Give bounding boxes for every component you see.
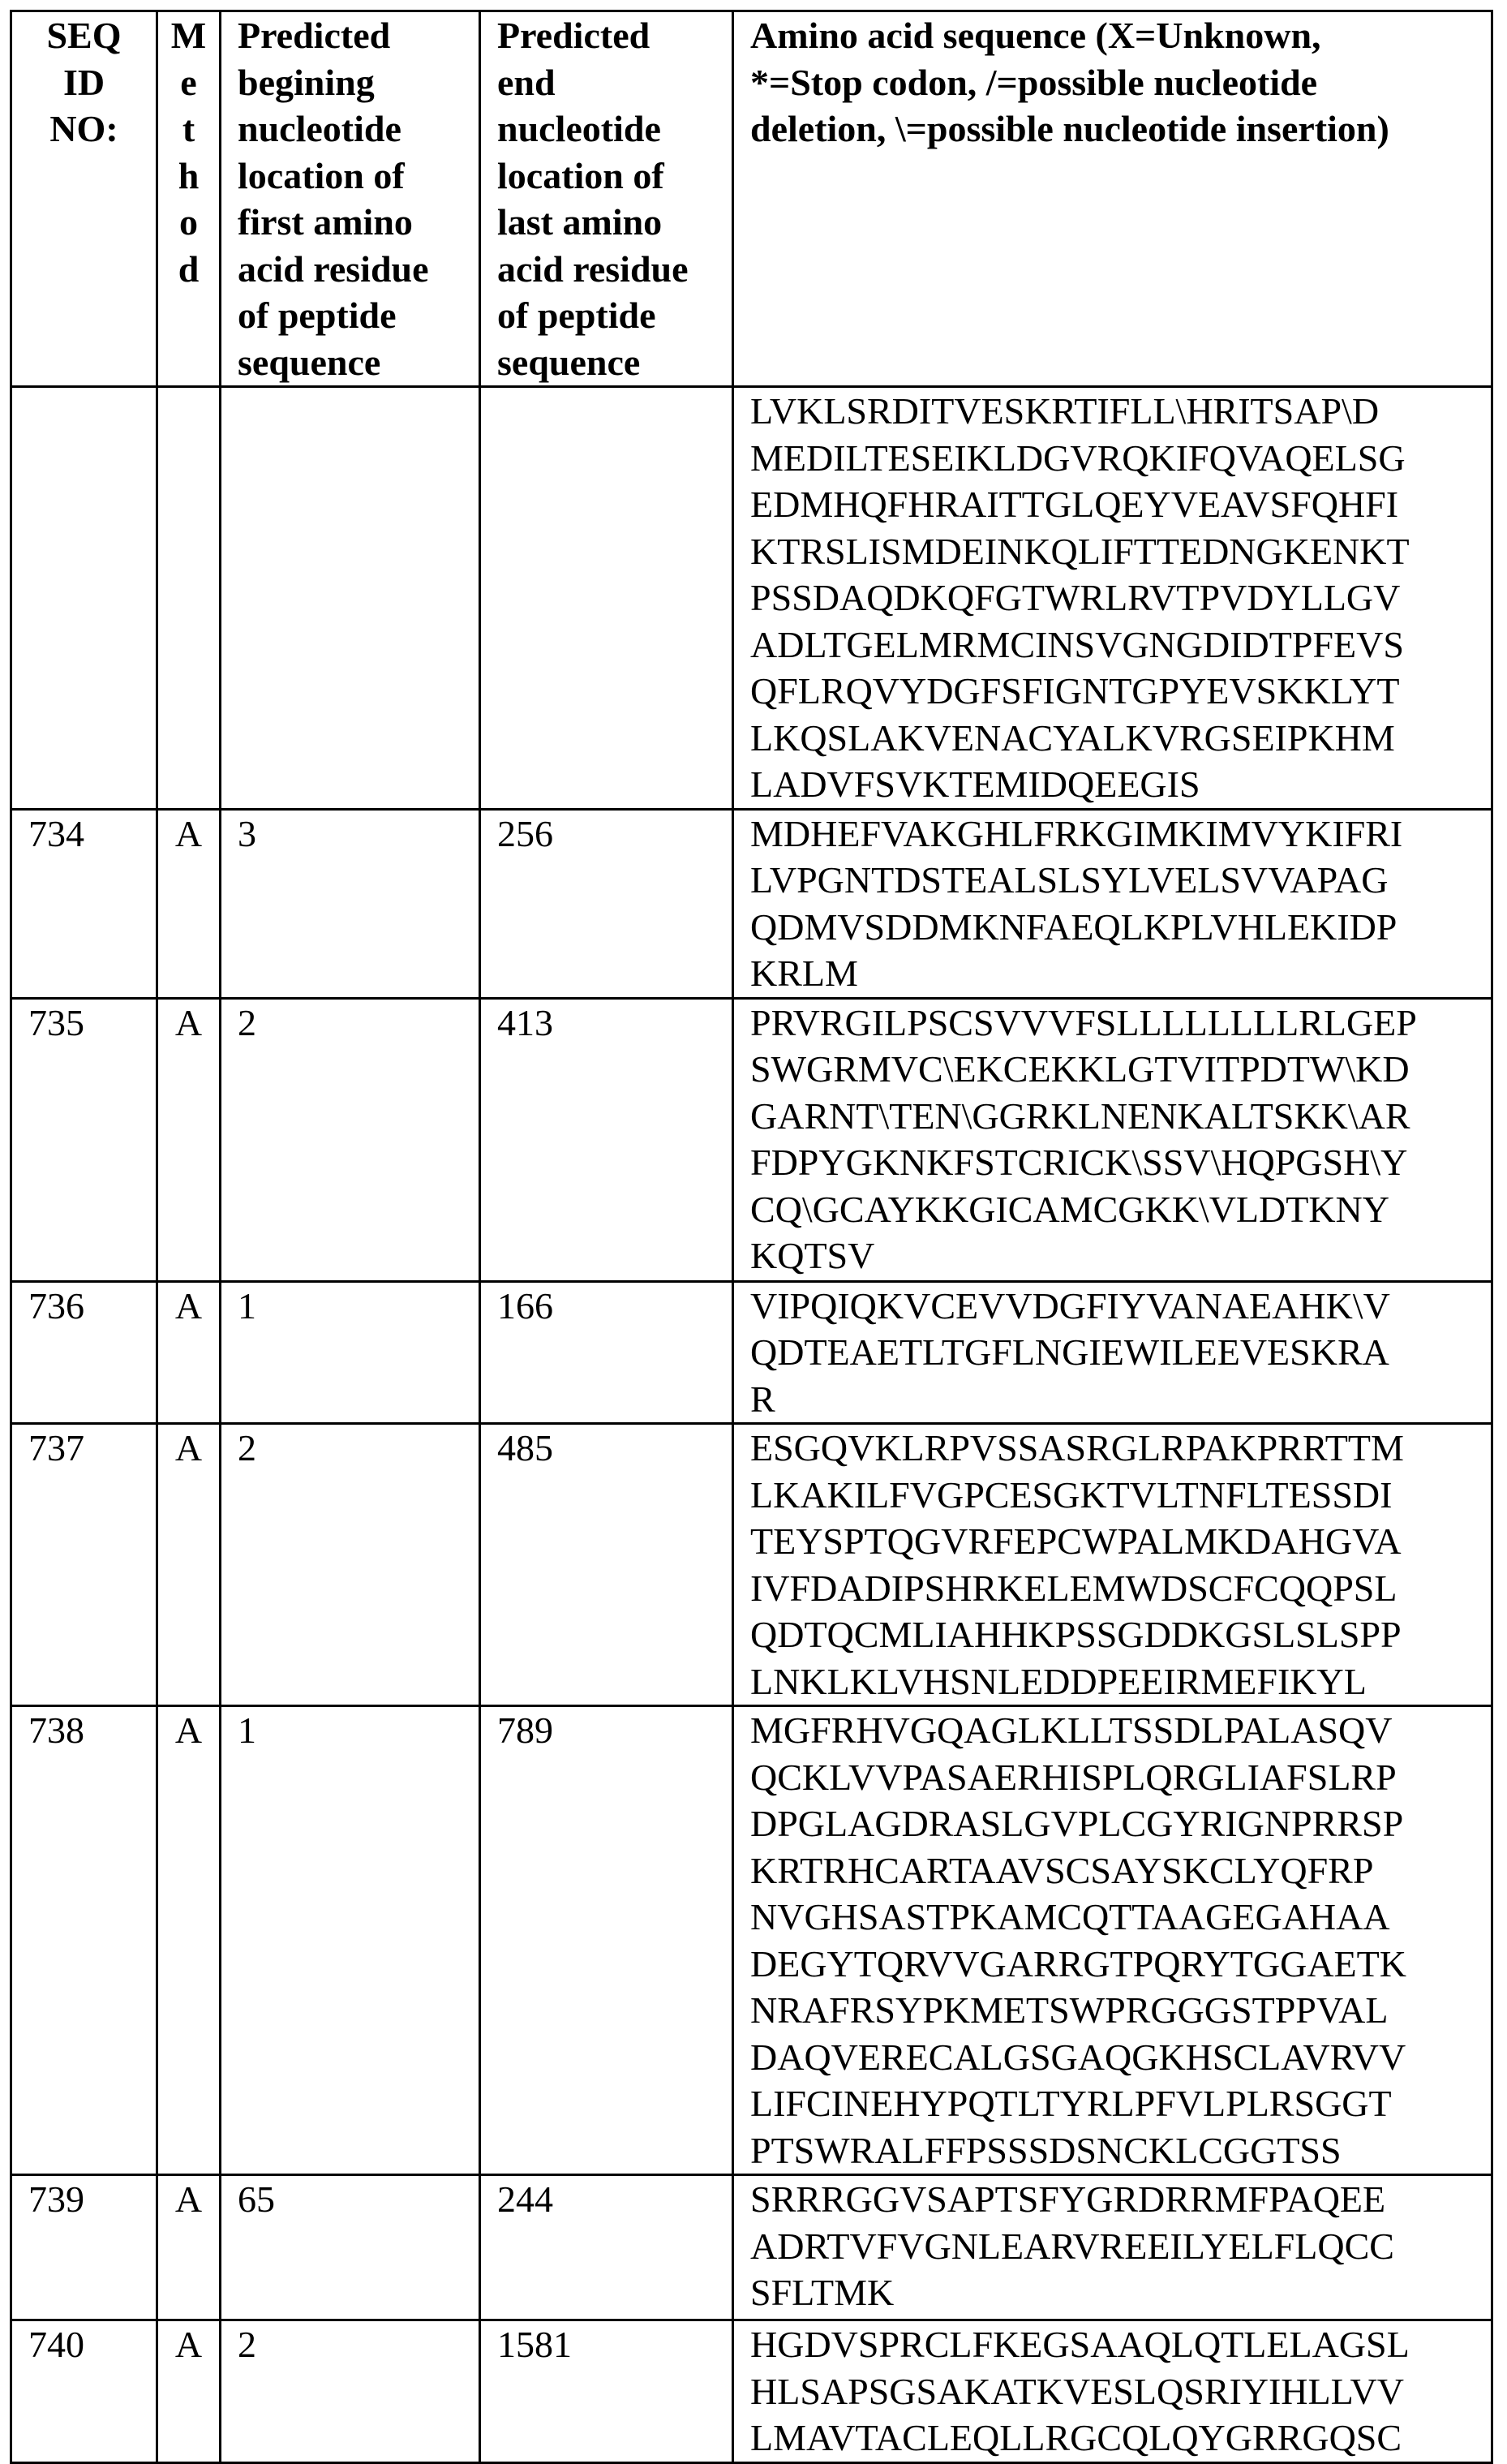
- method-cell: A: [157, 1424, 221, 1706]
- seq-id-cell: 737: [11, 1424, 157, 1706]
- table-row: [11, 387, 1492, 810]
- sequence-line: LADVFSVKTEMIDQEEGIS: [750, 763, 1200, 805]
- sequence-line: MEDILTESEIKLDGVRQKIFQVAQELSG: [750, 436, 1406, 479]
- sequence-line: KQTSV: [750, 1235, 875, 1276]
- sequence-line: SFLTMK: [750, 2272, 895, 2313]
- sequence-line: LVKLSRDITVESKRTIFLL\HRITSAP\D: [750, 390, 1380, 432]
- sequence-line: PSSDAQDKQFGTWRLRVTPVDYLLGV: [750, 577, 1401, 618]
- header-amino-acid-sequence: Amino acid sequence (X=Unknown, *=Stop codon, /=possible nucleotide deletion, \=possible nucleotide insertion): [733, 11, 1492, 387]
- seq-id-cell: 739: [11, 2175, 157, 2320]
- sequence-line: QDTEAETLTGFLNGIEWILEEVESKRA: [750, 1331, 1389, 1373]
- sequence-line: MDHEFVAKGHLFRKGIMKIMVYKIFRI: [750, 812, 1403, 854]
- begin-nucleotide-cell: 3: [221, 809, 480, 998]
- header-seq-id: SEQ ID NO:: [11, 11, 157, 387]
- table-row: [11, 1281, 1492, 1424]
- end-nucleotide-cell: 789: [480, 1706, 733, 2175]
- amino-acid-sequence-cell: [733, 1281, 1492, 1424]
- begin-nucleotide-cell: 65: [221, 2175, 480, 2320]
- end-nucleotide-cell: 413: [480, 998, 733, 1281]
- sequence-line: ADLTGELMRMCINSVGNGDIDTPFEVS: [750, 623, 1404, 665]
- sequence-line: QFLRQVYDGFSFIGNTGPYEVSKKLYT: [750, 670, 1400, 712]
- table-row: [11, 2175, 1492, 2320]
- method-cell: A: [157, 998, 221, 1281]
- sequence-line: LVPGNTDSTEALSLSYLVELSVVAPAG: [750, 859, 1389, 901]
- method-cell: A: [157, 2320, 221, 2463]
- begin-nucleotide-cell: [221, 387, 480, 810]
- sequence-line: MGFRHVGQAGLKLLTSSDLPALASQV: [750, 1709, 1393, 1751]
- sequence-line: R: [750, 1378, 775, 1420]
- method-cell: A: [157, 1706, 221, 2175]
- begin-nucleotide-cell: 2: [221, 1424, 480, 1706]
- amino-acid-sequence-cell: [733, 387, 1492, 810]
- end-nucleotide-cell: 244: [480, 2175, 733, 2320]
- sequence-line: IVFDADIPSHRKELEMWDSCFCQQPSL: [750, 1567, 1398, 1609]
- amino-acid-sequence-cell: [733, 809, 1492, 998]
- sequence-line: KRLM: [750, 952, 858, 994]
- sequence-line: LIFCINEHYPQTLTYRLPFVLPLRSGGT: [750, 2083, 1392, 2124]
- amino-acid-sequence-cell: [733, 1424, 1492, 1706]
- amino-acid-sequence-cell: [733, 2320, 1492, 2463]
- sequence-line: HGDVSPRCLFKEGSAAQLQTLELAGSL: [750, 2324, 1410, 2365]
- method-cell: [157, 387, 221, 810]
- sequence-line: QDTQCMLIAHHKPSSGDDKGSLSLSPP: [750, 1614, 1402, 1655]
- sequence-line: DAQVERECALGSGAQGKHSCLAVRVV: [750, 2036, 1406, 2078]
- sequence-line: EDMHQFHRAITTGLQEYVEAVSFQHFI: [750, 484, 1399, 525]
- end-nucleotide-cell: [480, 387, 733, 810]
- sequence-line: NVGHSASTPKAMCQTTAAGEGAHAA: [750, 1896, 1390, 1937]
- header-end-nucleotide: Predicted end nucleotide location of last amino acid residue of peptide sequence: [480, 11, 733, 387]
- sequence-line: CQ\GCAYKKGICAMCGKK\VLDTKNY: [750, 1188, 1389, 1230]
- sequence-line: ESGQVKLRPVSSASRGLRPAKPRRTTM: [750, 1427, 1404, 1469]
- sequence-line: HLSAPSGSAKATKVESLQSRIYIHLLVV: [750, 2370, 1404, 2412]
- sequence-line: GARNT\TEN\GGRKLNENKALTSKK\AR: [750, 1094, 1410, 1137]
- table-row: [11, 998, 1492, 1281]
- table-row: [11, 809, 1492, 998]
- sequence-line: KTRSLISMDEINKQLIFTTEDNGKENKT: [750, 530, 1410, 572]
- begin-nucleotide-cell: 1: [221, 1281, 480, 1424]
- header-method: M e t h o d: [157, 11, 221, 387]
- sequence-line: FDPYGKNKFSTCRICK\SSV\HQPGSH\Y: [750, 1142, 1408, 1183]
- sequence-line: LKQSLAKVENACYALKVRGSEIPKHM: [750, 716, 1395, 759]
- begin-nucleotide-cell: 2: [221, 998, 480, 1281]
- header-row: [11, 11, 1492, 387]
- end-nucleotide-cell: 1581: [480, 2320, 733, 2463]
- sequence-line: VIPQIQKVCEVVDGFIYVANAEAHK\V: [750, 1284, 1390, 1327]
- begin-nucleotide-cell: 2: [221, 2320, 480, 2463]
- amino-acid-sequence-cell: [733, 998, 1492, 1281]
- table-row: [11, 1424, 1492, 1706]
- seq-id-cell: 738: [11, 1706, 157, 2175]
- seq-id-cell: 740: [11, 2320, 157, 2463]
- sequence-line: KRTRHCARTAAVSCSAYSKCLYQFRP: [750, 1849, 1374, 1891]
- sequence-line: LKAKILFVGPCESGKTVLTNFLTESSDI: [750, 1473, 1393, 1516]
- method-cell: A: [157, 2175, 221, 2320]
- table-body: [11, 387, 1492, 2463]
- sequence-line: SRRRGGVSAPTSFYGRDRRMFPAQEE: [750, 2178, 1386, 2220]
- end-nucleotide-cell: 256: [480, 809, 733, 998]
- sequence-line: LMAVTACLEQLLRGCQLQYGRRGQSC: [750, 2417, 1402, 2458]
- sequence-line: SWGRMVC\EKCEKKLGTVITPDTW\KD: [750, 1048, 1410, 1090]
- begin-nucleotide-cell: 1: [221, 1706, 480, 2175]
- amino-acid-sequence-cell: [733, 2175, 1492, 2320]
- sequence-line: QDMVSDDMKNFAEQLKPLVHLEKIDP: [750, 905, 1398, 948]
- header-begin-nucleotide: Predicted begining nucleotide location of first amino acid residue of peptide sequence: [221, 11, 480, 387]
- sequence-line: PRVRGILPSCSVVVFSLLLLLLLLRLGEP: [750, 1001, 1417, 1043]
- sequence-line: DEGYTQRVVGARRGTPQRYTGGAETK: [750, 1942, 1406, 1985]
- end-nucleotide-cell: 166: [480, 1281, 733, 1424]
- amino-acid-sequence-cell: [733, 1706, 1492, 2175]
- end-nucleotide-cell: 485: [480, 1424, 733, 1706]
- seq-id-cell: [11, 387, 157, 810]
- sequence-line: DPGLAGDRASLGVPLCGYRIGNPRRSP: [750, 1803, 1404, 1844]
- seq-id-cell: 736: [11, 1281, 157, 1424]
- sequence-line: LNKLKLVHSNLEDDPEEIRMEFIKYL: [750, 1660, 1367, 1702]
- method-cell: A: [157, 1281, 221, 1424]
- sequence-line: NRAFRSYPKMETSWPRGGGSTPPVAL: [750, 1989, 1389, 2031]
- peptide-sequence-table: [10, 10, 1493, 2464]
- sequence-line: QCKLVVPASAERHISPLQRGLIAFSLRP: [750, 1756, 1397, 1798]
- method-cell: A: [157, 809, 221, 998]
- sequence-line: TEYSPTQGVRFEPCWPALMKDAHGVA: [750, 1520, 1402, 1562]
- seq-id-cell: 735: [11, 998, 157, 1281]
- seq-id-cell: 734: [11, 809, 157, 998]
- sequence-line: PTSWRALFFPSSSDSNCKLCGGTSS: [750, 2129, 1342, 2171]
- sequence-line: ADRTVFVGNLEARVREEILYELFLQCC: [750, 2225, 1394, 2267]
- table-row: [11, 1706, 1492, 2175]
- table-row: [11, 2320, 1492, 2463]
